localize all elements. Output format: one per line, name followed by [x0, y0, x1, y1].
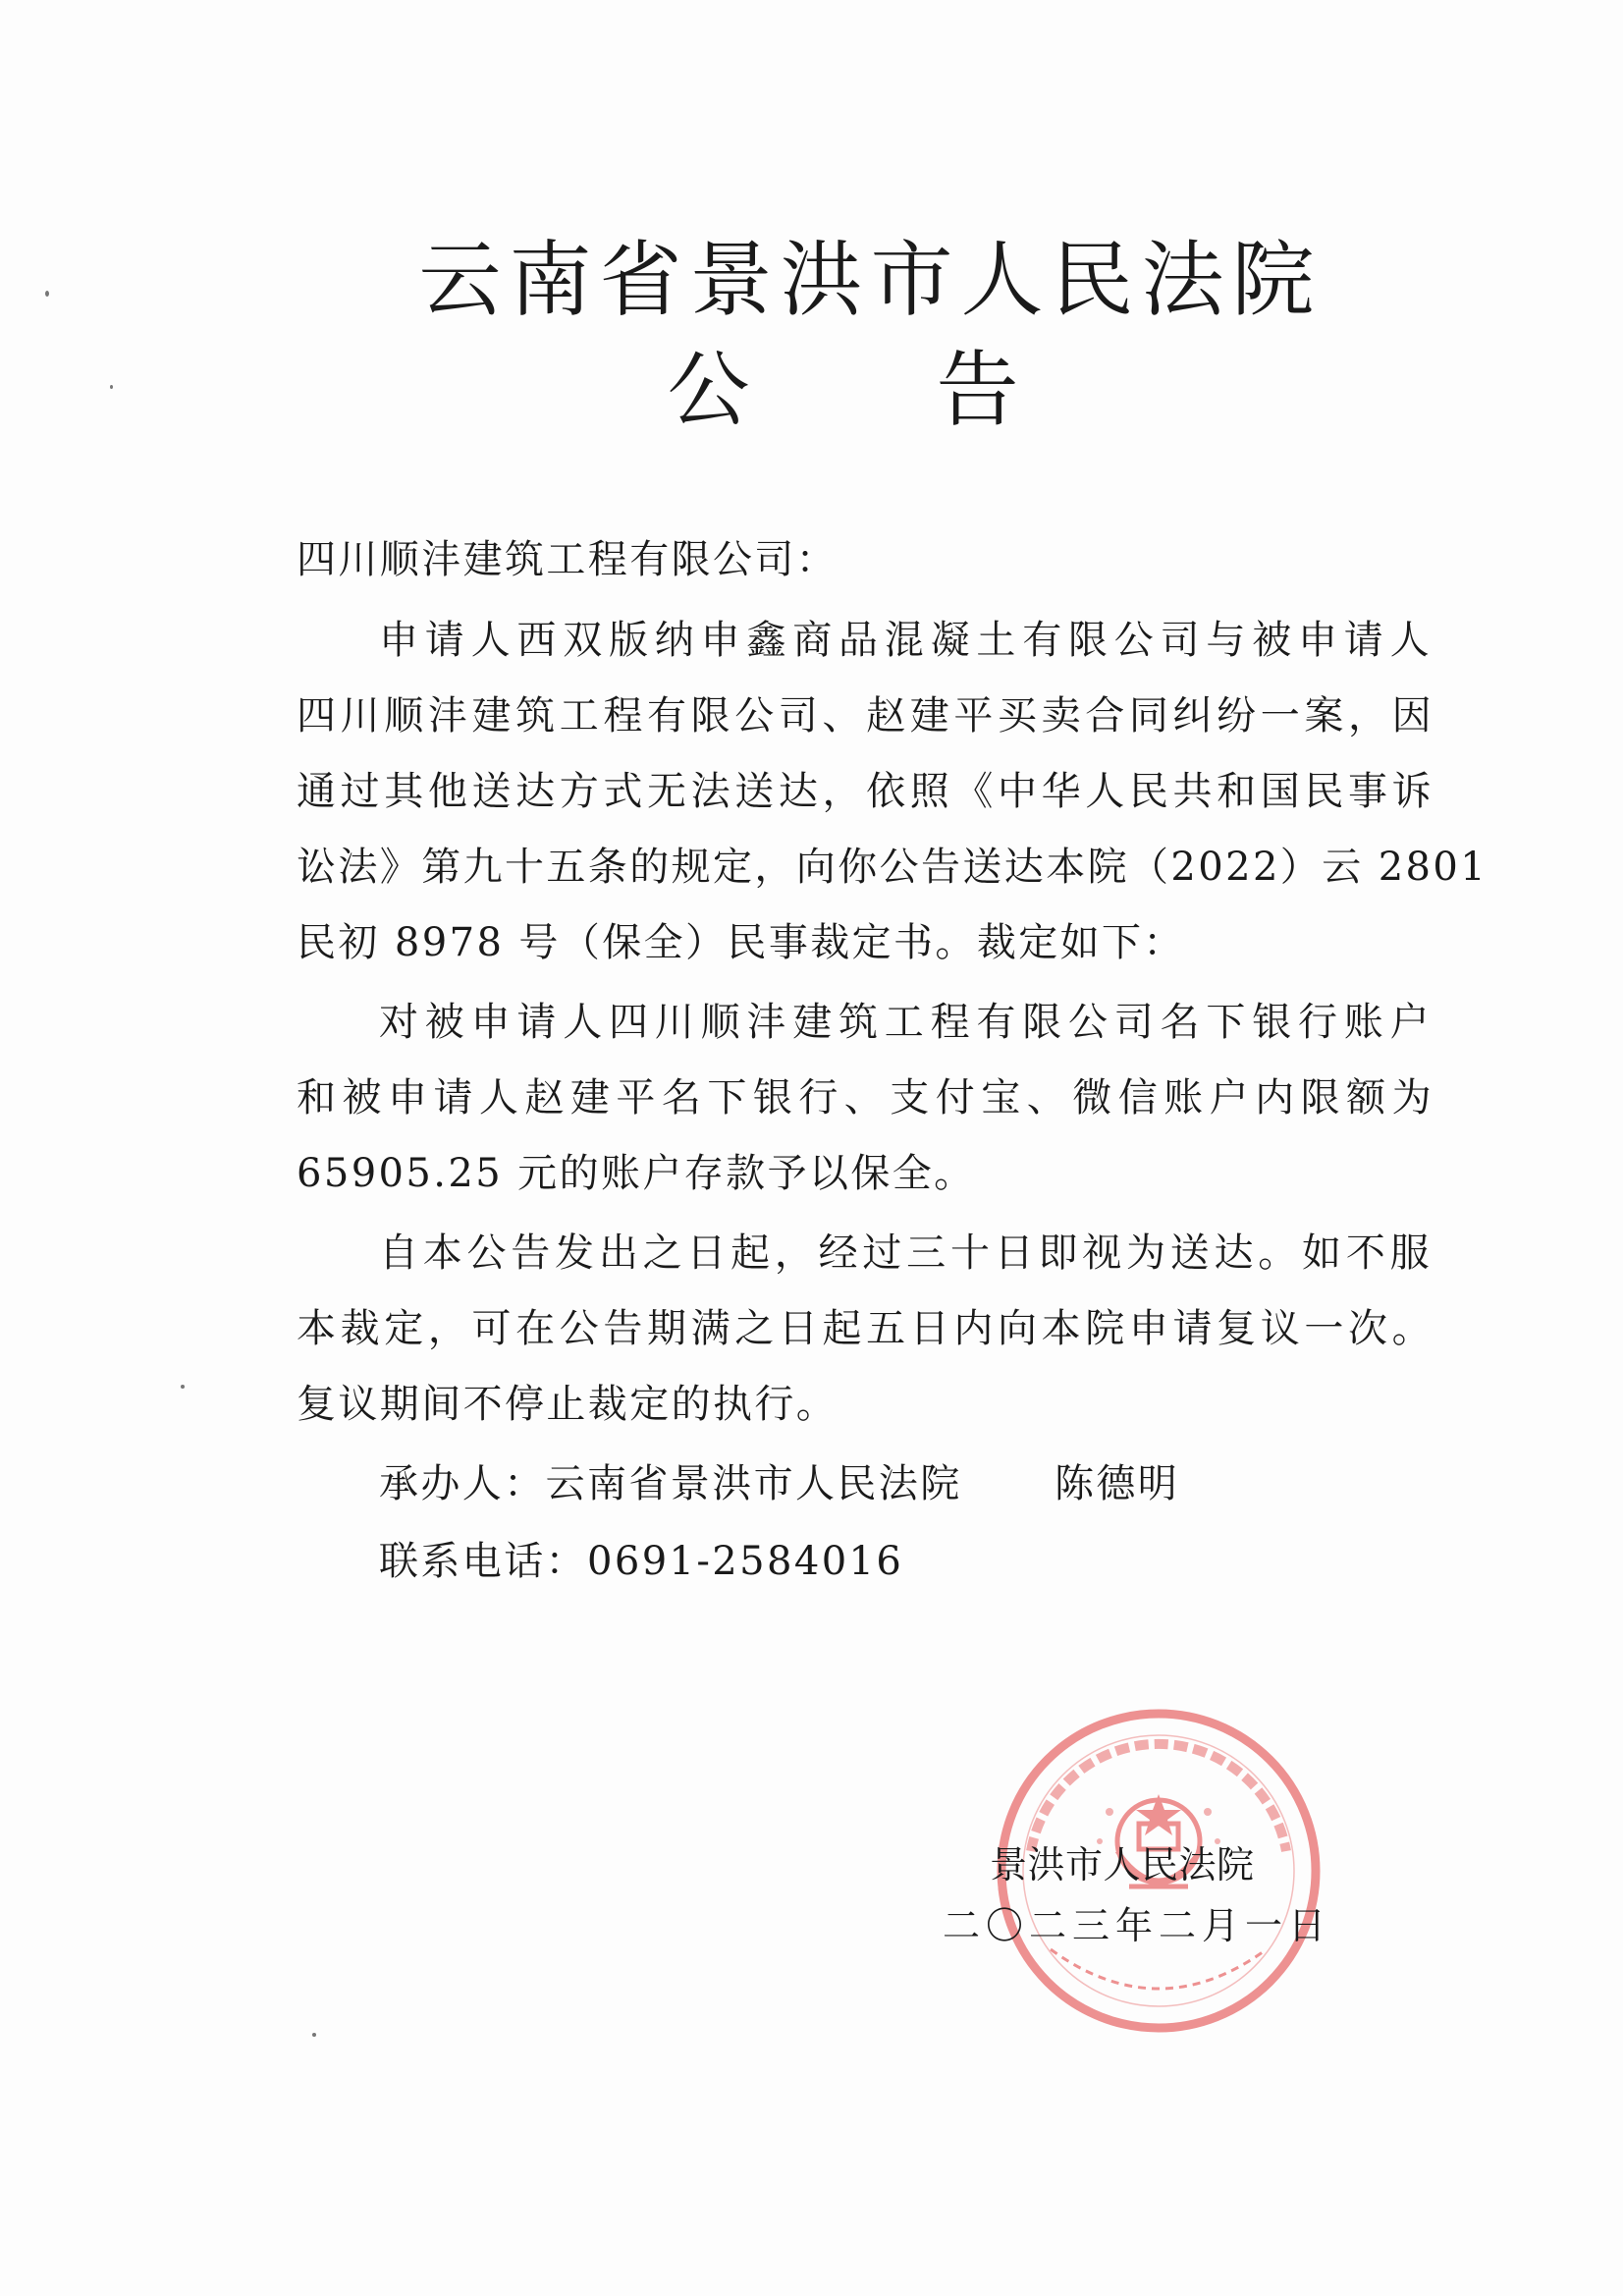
scan-speck [312, 2033, 316, 2037]
handler-label: 承办人：云南省景洪市人民法院 [379, 1461, 962, 1506]
paragraph-2-line-3: 65905.25 元的账户存款予以保全。 [297, 1151, 976, 1196]
document-type-char-1: 公 [667, 342, 750, 438]
scan-speck [181, 1385, 185, 1389]
paragraph-1-line-2: 四川顺沣建筑工程有限公司、赵建平买卖合同纠纷一案，因 [297, 693, 1434, 738]
addressee: 四川顺沣建筑工程有限公司： [297, 537, 839, 582]
paragraph-2-line-1: 对被申请人四川顺沣建筑工程有限公司名下银行账户 [379, 1000, 1432, 1045]
document-type-title [31, 324, 1623, 443]
paragraph-3-line-2: 本裁定，可在公告期满之日起五日内向本院申请复议一次。 [297, 1306, 1434, 1351]
contact-phone: 联系电话：0691-2584016 [379, 1539, 904, 1584]
document-type-char-2: 告 [936, 342, 1019, 438]
paragraph-3-line-1: 自本公告发出之日起，经过三十日即视为送达。如不服 [379, 1230, 1432, 1276]
paragraph-2-line-2: 和被申请人赵建平名下银行、支付宝、微信账户内限额为 [297, 1075, 1434, 1121]
court-name-title: 云南省景洪市人民法院 [418, 232, 1323, 328]
paragraph-1-line-4: 讼法》第九十五条的规定，向你公告送达本院（2022）云 2801 [297, 845, 1488, 890]
scan-speck [45, 291, 49, 297]
paragraph-1-line-1: 申请人西双版纳申鑫商品混凝土有限公司与被申请人 [379, 618, 1432, 663]
paragraph-1-line-5: 民初 8978 号（保全）民事裁定书。裁定如下： [297, 920, 1185, 965]
signature-court: 景洪市人民法院 [990, 1843, 1255, 1886]
paragraph-3-line-3: 复议期间不停止裁定的执行。 [297, 1382, 839, 1427]
signature-date: 二〇二三年二月一日 [943, 1904, 1332, 1947]
handler-name: 陈德明 [1055, 1461, 1180, 1506]
paragraph-1-line-3: 通过其他送达方式无法送达，依照《中华人民共和国民事诉 [297, 769, 1434, 814]
